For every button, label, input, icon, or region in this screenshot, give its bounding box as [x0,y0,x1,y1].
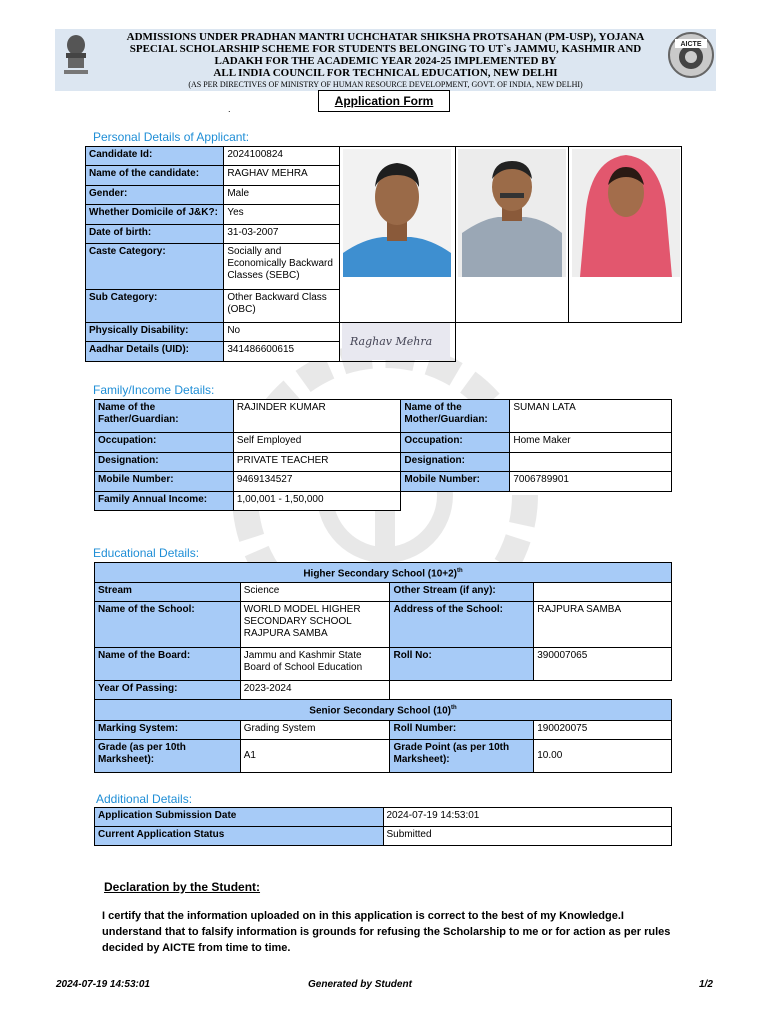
value-mother-occupation: Home Maker [510,433,672,453]
value-school-address: RAJPURA SAMBA [534,602,672,648]
label-application-status: Current Application Status [95,827,384,846]
label-other-stream: Other Stream (if any): [390,583,534,602]
national-emblem-icon [58,33,94,77]
label-father-name: Name of the Father/Guardian: [95,400,234,433]
value-disability: No [224,323,340,342]
label-domicile: Whether Domicile of J&K?: [86,205,224,225]
value-father-mobile: 9469134527 [233,472,401,492]
label-subcategory: Sub Category: [86,290,224,323]
header-line-5: (AS PER DIRECTIVES OF MINISTRY OF HUMAN RESOURCE DEVELOPMENT, GOVT. OF INDIA, NEW DELHI) [188,80,583,89]
label-disability: Physically Disability: [86,323,224,342]
value-school-name: WORLD MODEL HIGHER SECONDARY SCHOOL RAJPURA SAMBA [240,602,390,648]
header-banner [55,29,716,91]
value-candidate-id: 2024100824 [224,147,340,166]
label-submission-date: Application Submission Date [95,808,384,827]
value-board: Jammu and Kashmir State Board of School Education [240,648,390,681]
value-stream: Science [240,583,390,602]
value-subcategory: Other Backward Class (OBC) [224,290,340,323]
label-candidate-name: Name of the candidate: [86,166,224,186]
value-domicile: Yes [224,205,340,225]
section-education-title: Educational Details: [93,546,200,560]
value-submission-date: 2024-07-19 14:53:01 [383,808,672,827]
section-personal-title: Personal Details of Applicant: [93,130,250,144]
family-table [94,399,672,511]
footer-generated-by: Generated by Student [308,979,412,990]
value-father-designation: PRIVATE TEACHER [233,453,401,472]
label-mother-designation: Designation: [401,453,510,472]
aicte-logo-icon [667,31,715,79]
sss-heading [95,700,672,720]
section-additional-title: Additional Details: [96,792,193,806]
label-school-address: Address of the School: [390,602,534,648]
header-line-1: ADMISSIONS UNDER PRADHAN MANTRI UCHCHATAR SHIKSHA PROTSAHAN (PM-USP), YOJANA [126,31,645,43]
declaration-text: I certify that the information uploaded on in this application is correct to the best of my Knowledge.I understand that to falsify information is grounds for refusing the Scholarship to me or for action as per rules decided by AICTE from time to time. [102,910,671,954]
label-caste: Caste Category: [86,244,224,290]
label-father-occupation: Occupation: [95,433,234,453]
label-candidate-id: Candidate Id: [86,147,224,166]
label-mother-mobile: Mobile Number: [401,472,510,492]
label-mother-name: Name of the Mother/Guardian: [401,400,510,433]
empty-cell [390,681,672,700]
label-board: Name of the Board: [95,648,241,681]
header-line-4: ALL INDIA COUNCIL FOR TECHNICAL EDUCATION, NEW DELHI [213,67,558,79]
header-line-3: LADAKH FOR THE ACADEMIC YEAR 2024-25 IMPLEMENTED BY [214,55,557,67]
value-family-income: 1,00,001 - 1,50,000 [233,492,401,511]
label-family-income: Family Annual Income: [95,492,234,511]
aicte-logo-text: AICTE [680,41,702,48]
value-candidate-name: RAGHAV MEHRA [224,166,340,186]
value-gender: Male [224,186,340,205]
label-school-name: Name of the School: [95,602,241,648]
form-title: Application Form [318,90,450,112]
footer-timestamp: 2024-07-19 14:53:01 [56,979,150,990]
value-caste: Socially and Economically Backward Classes (SEBC) [224,244,340,290]
value-year-of-passing: 2023-2024 [240,681,390,700]
father-photo-icon [458,149,566,277]
value-mother-mobile: 7006789901 [510,472,672,492]
label-aadhar: Aadhar Details (UID): [86,342,224,362]
label-roll-no: Roll No: [390,648,534,681]
label-mother-occupation: Occupation: [401,433,510,453]
section-family-title: Family/Income Details: [93,383,215,397]
value-application-status: Submitted [383,827,672,846]
hss-heading-text: Higher Secondary School (10+2) [303,568,457,580]
label-stream: Stream [95,583,241,602]
hss-heading [95,563,672,583]
value-grade: A1 [240,739,390,772]
value-father-name: RAJINDER KUMAR [233,400,401,433]
declaration-title: Declaration by the Student: [104,880,261,894]
label-dob: Date of birth: [86,225,224,244]
label-roll-number: Roll Number: [390,720,534,739]
signature-image [342,323,450,360]
label-grade: Grade (as per 10th Marksheet): [95,739,241,772]
candidate-photo-icon [343,149,451,277]
label-father-mobile: Mobile Number: [95,472,234,492]
value-marking-system: Grading System [240,720,390,739]
education-table [94,562,672,773]
additional-table [94,807,672,846]
mother-photo-icon [572,149,680,277]
label-grade-point: Grade Point (as per 10th Marksheet): [390,739,534,772]
value-father-occupation: Self Employed [233,433,401,453]
value-grade-point: 10.00 [534,739,672,772]
value-roll-number: 190020075 [534,720,672,739]
value-dob: 31-03-2007 [224,225,340,244]
value-roll-no: 390007065 [534,648,672,681]
label-marking-system: Marking System: [95,720,241,739]
personal-table [85,146,340,362]
sss-heading-sup: th [451,705,457,712]
label-gender: Gender: [86,186,224,205]
dot-mark: . [228,104,231,114]
hss-heading-sup: th [457,568,463,574]
value-aadhar: 341486600615 [224,342,340,362]
value-other-stream [534,583,672,602]
signature-text: Raghav Mehra [350,335,433,348]
value-mother-designation [510,453,672,472]
footer-page-number: 1/2 [699,979,713,990]
empty-cell [401,492,672,511]
label-year-of-passing: Year Of Passing: [95,681,241,700]
label-father-designation: Designation: [95,453,234,472]
value-mother-name: SUMAN LATA [510,400,672,433]
sss-heading-text: Senior Secondary School (10) [309,705,452,717]
header-line-2: SPECIAL SCHOLARSHIP SCHEME FOR STUDENTS BELONGING TO UT`s JAMMU, KASHMIR AND [129,43,642,55]
